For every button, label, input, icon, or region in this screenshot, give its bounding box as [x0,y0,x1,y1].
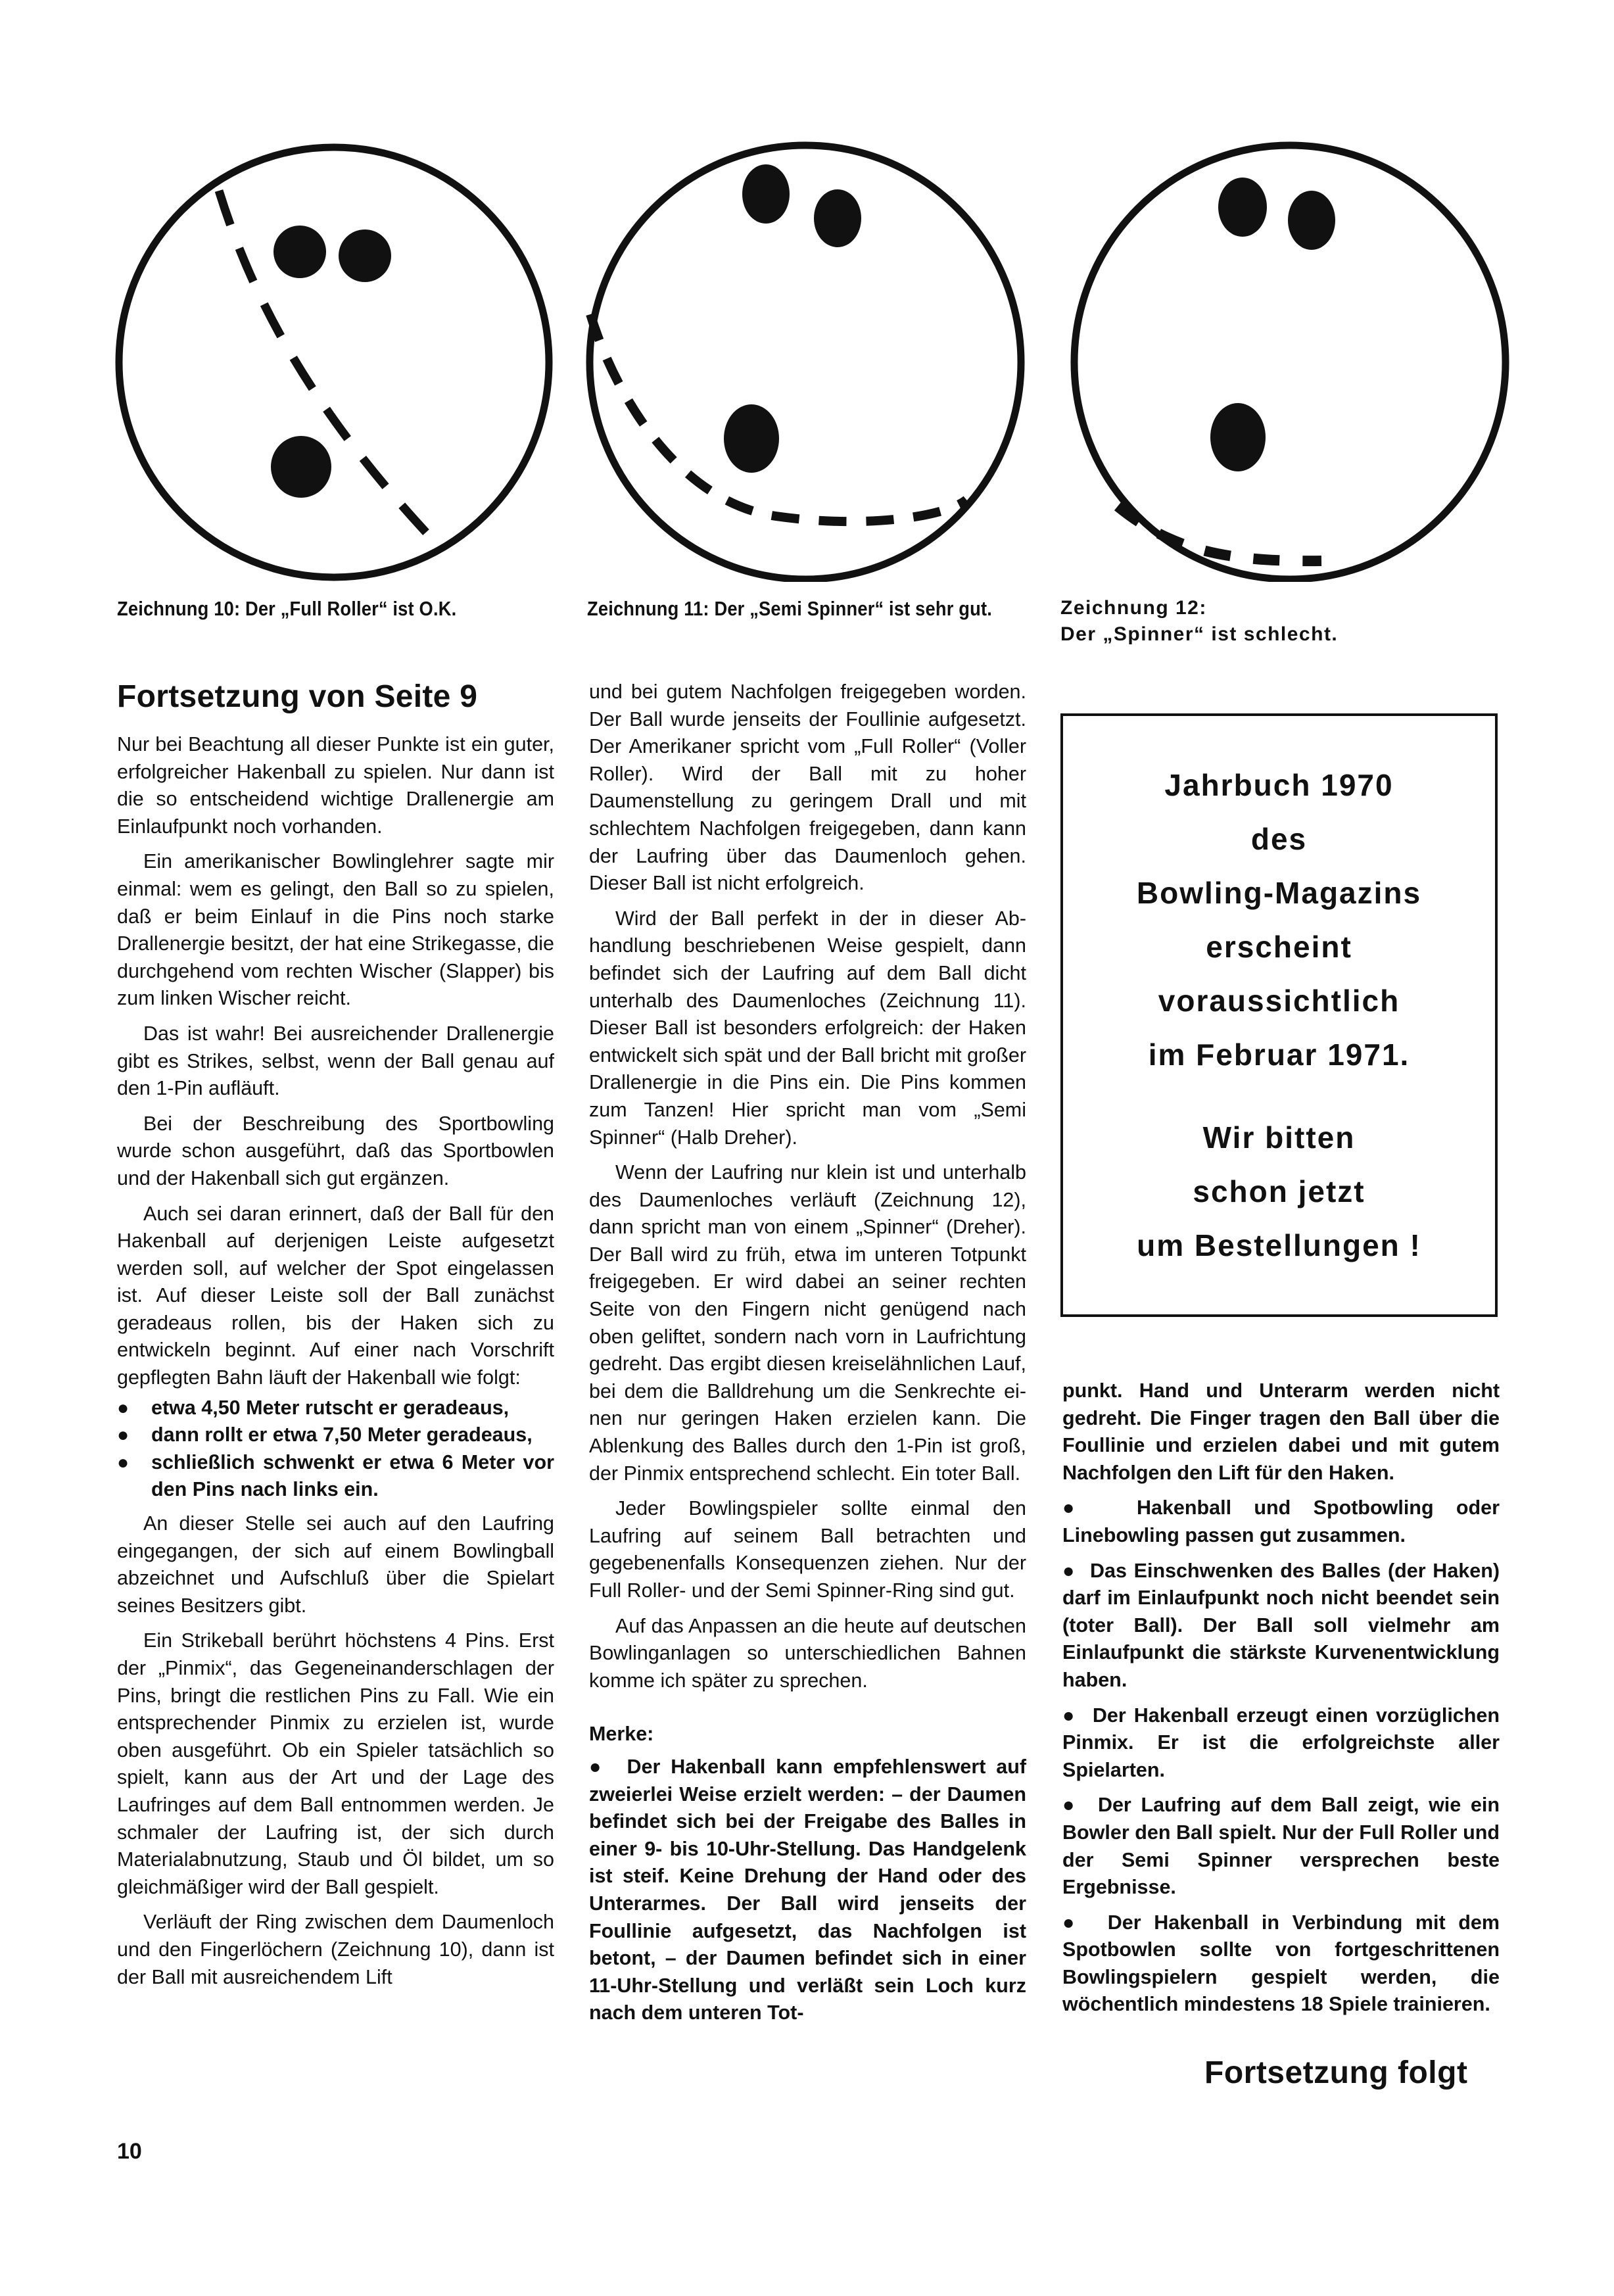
paragraph: Bei der Beschreibung des Sportbowling wurde schon ausgeführt, daß das Sportbowlen und der Hakenball sich gut ergänzen. [117,1112,554,1189]
paragraph: punkt. Hand und Unterarm werden nicht gedreht. Die Finger tragen den Ball über die Foullinie und erzielen dabei und mit gutem Nachfolgen den Lift für den Haken. [1062,1379,1500,1484]
announcement-line: des [1250,822,1308,856]
bullet-icon: ● [589,1755,606,1778]
paragraph: An dieser Stelle sei auch auf den Laufring eingegangen, der sich auf einem Bowlingball abzeichnet und Aufschluß über die Spielart seines Besitzers gibt. [117,1512,554,1617]
continued-label: Fortsetzung folgt [1204,2055,1468,2090]
caption-zeichnung-10: Zeichnung 10: Der „Full Roller“ ist O.K. [117,597,457,620]
bullet-item: ● dann rollt er etwa 7,50 Meter geradeaus, [117,1422,554,1449]
bullet-icon: ● [1062,1704,1077,1727]
announcement-line: um Bestellungen ! [1137,1228,1421,1262]
bowling-ball-full-roller-icon [104,122,584,582]
bullet-icon: ● [1062,1794,1079,1817]
bullet-icon: ● [1062,1559,1076,1582]
announcement-box [1060,713,1498,1317]
paragraph: Ein amerikanischer Bowlinglehrer sagte mir einmal: wem es gelingt, den Ball so zu spielen, daß er beim Einlauf in die Pins noch starke Drallenergie besitzt, der hat eine Strikegasse, die durchgehend vom rechten Wischer (Slapper) bis zum linken Wischer reicht. [117,850,554,1010]
figure-semi-spinner [579,122,1058,582]
merke-item: ● Der Hakenball erzeugt einen vorzüglichen Pinmix. Er ist die erfolgreichste aller Spielarten. [1062,1704,1500,1781]
bullet-icon: ● [117,1397,130,1419]
announcement-line: Bowling-Magazins [1136,876,1422,910]
merke-item: ● Der Hakenball kann empfehlenswert auf zweierlei Weise erzielt werden: – der Daumen befindet sich bei der Freigabe des Balles in einer 9- bis 10-Uhr-Stellung. Das Handgelenk ist steif. Keine Drehung der Hand oder des Unterarmes. Der Ball wird jenseits der Foullinie aufgesetzt, das Nachfolgen ist betont, – der Daumen befindet sich in einer 11-Uhr-Stellung und verläßt sein Loch kurz nach dem unteren Tot- [589,1755,1026,2024]
caption-zeichnung-11: Zeichnung 11: Der „Semi Spinner“ ist sehr gut. [587,597,992,620]
caption-12-line1: Zeichnung 12: [1060,597,1207,619]
paragraph: Wenn der Laufring nur klein ist und unterhalb des Daumenloches verläuft (Zeichnung 12), dann spricht man von einem „Spinner“ (Dreher). Der Ball wird zu früh, etwa im unteren Totpunkt freigegeben. Er wird dabei an seiner rechten Seite von den Fingern nicht genügend nach oben geliftet, sondern nach vorn in Laufrichtung gedreht. Das ergibt diesen kreiselähnlichen Lauf, bei dem die Balldrehung um die Senkrechte einen nur geringen Haken erzielen kann. Die Ablenkung des Balles durch den 1-Pin ist groß, der Pinmix entsprechend schlecht. Ein toter Ball. [589,1161,1026,1485]
bowling-ball-spinner-icon [1052,122,1532,582]
paragraph: Ein Strikeball berührt höchstens 4 Pins. Erst der „Pinmix“, das Gegeneinanderschlagen der Pins, bringt die restlichen Pins zu Fall. Wie ein entsprechender Pinmix zu erzielen ist, wurde oben ausgeführt. Ob ein Spieler tatsächlich so spielt, kann aus der Art und der Lage des Laufringes auf dem Ball entnommen werden. Je schmaler der Laufring ist, der sich durch Materialabnutzung, Staub und Öl bildet, um so gleichmäßiger wird der Ball gespielt. [117,1629,554,1898]
paragraph: Verläuft der Ring zwischen dem Daumenloch und den Fingerlöchern (Zeichnung 10), dann ist der Ball mit ausreichendem Lift [117,1911,554,1988]
merke-item: ● Der Hakenball in Verbindung mit dem Spotbowlen sollte von fortgeschrittenen Bowlingspielern gespielt werden, die wöchentlich mindestens 18 Spiele trainieren. [1062,1911,1500,2016]
bullet-item: ● etwa 4,50 Meter rutscht er geradeaus, [117,1395,554,1422]
merke-heading: Merke: [589,1723,654,1746]
paragraph: Auf das Anpassen an die heute auf deutschen Bowlinganlagen so unterschiedlichen Bahnen komme ich später zu sprechen. [589,1614,1026,1692]
figure-full-roller [104,122,584,582]
announcement-line: voraussichtlich [1158,984,1400,1018]
bullet-icon: ● [1062,1496,1092,1519]
bullet-item: ● schließlich schwenkt er etwa 6 Meter vor den Pins nach links ein. [117,1449,554,1504]
bowling-ball-semi-spinner-icon [579,122,1058,582]
page-number: 10 [117,2139,142,2164]
merke-item: ● Hakenball und Spotbowling oder Linebowling passen gut zusammen. [1062,1496,1500,1546]
announcement-line: schon jetzt [1193,1174,1365,1208]
article-column-3 [1062,1377,1500,2026]
announcement-line: Wir bitten [1202,1120,1356,1155]
paragraph: Nur bei Beachtung all dieser Punkte ist ein guter, erfolgreicher Hakenball zu spielen. Nur dann ist die so entscheidend wichtige Drallenergie am Einlaufpunkt noch vorhanden. [117,733,554,838]
caption-12-line2: Der „Spinner“ ist schlecht. [1060,623,1339,645]
figure-spinner [1052,122,1532,582]
paragraph: Jeder Bowlingspieler sollte einmal den Laufring auf seinem Ball betrachten und gegebenenfalls Konsequenzen ziehen. Nur der Full Roller- und der Semi Spinner-Ring sind gut. [589,1497,1026,1602]
bullet-icon: ● [117,1424,130,1447]
paragraph: und bei gutem Nachfolgen freigegeben worden. Der Ball wurde jenseits der Foullinie aufgesetzt. Der Amerikaner spricht vom „Full Roller“ (Voller Roller). Wird der Ball mit zu hoher Daumenstellung zu geringem Drall und mit schlechtem Nachfolgen freigegeben, dann kann der Laufring über das Daumenloch gehen. Dieser Ball ist nicht erfolgreich. [589,681,1026,895]
article-column-2 [589,679,1026,2035]
article-headline: Fortsetzung von Seite 9 [117,679,478,714]
bullet-icon: ● [117,1451,130,1473]
announcement-line: erscheint [1206,930,1352,964]
article-column-1 [117,677,554,1999]
merke-item: ● Der Laufring auf dem Ball zeigt, wie ein Bowler den Ball spielt. Nur der Full Roller und der Semi Spinner versprechen beste Ergebnisse. [1062,1794,1500,1899]
announcement-line: Jahrbuch 1970 [1164,768,1394,802]
announcement-line: im Februar 1971. [1148,1038,1410,1072]
bullet-icon: ● [1062,1911,1082,1934]
merke-item: ● Das Einschwenken des Balles (der Haken) darf im Einlaufpunkt noch nicht beendet sein (toter Ball). Der Ball soll vielmehr am Einlaufpunkt die stärkste Kurvenentwicklung haben. [1062,1559,1500,1691]
paragraph: Das ist wahr! Bei ausreichender Drallenergie gibt es Strikes, selbst, wenn der Ball genau auf den 1-Pin aufläuft. [117,1022,554,1100]
paragraph: Wird der Ball perfekt in der in dieser Abhandlung beschriebenen Weise gespielt, dann befindet sich der Laufring auf dem Ball dicht unterhalb des Daumenloches (Zeichnung 11). Dieser Ball ist besonders erfolgreich: der Haken entwickelt sich spät und der Ball bricht mit großer Drallenergie in die Pins ein. Die Pins kommen zum Tanzen! Hier spricht man vom „Semi Spinner“ (Halb Dreher). [589,907,1026,1149]
caption-zeichnung-12 [1060,595,1338,648]
paragraph: Auch sei daran erinnert, daß der Ball für den Hakenball auf derjenigen Leiste aufgesetzt werden soll, auf welcher der Spot eingelassen ist. Auf dieser Leiste soll der Ball zunächst geradeaus rollen, bis der Haken sich zu entwickeln beginnt. Auf einer nach Vorschrift gepflegten Bahn läuft der Hakenball wie folgt: [117,1202,554,1389]
